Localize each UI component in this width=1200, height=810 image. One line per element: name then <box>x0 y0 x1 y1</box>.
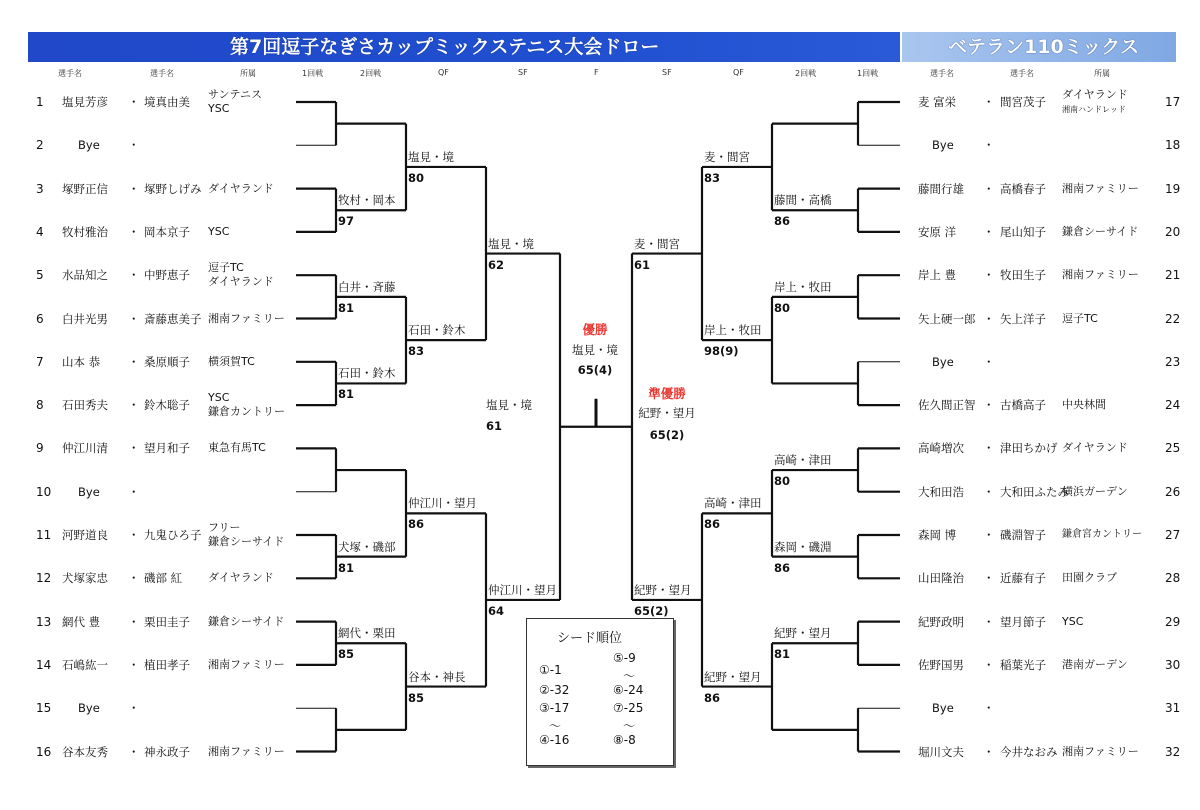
partner-name: 大和田ふたみ <box>1000 484 1069 499</box>
sf-winner-name: 紀野・望月 <box>634 582 692 597</box>
sf-winner-score: 65(2) <box>634 603 669 618</box>
runner-up-name: 紀野・望月 <box>638 406 696 420</box>
player-name: 岸上 豊 <box>918 268 957 283</box>
partner-name: 磯部 紅 <box>144 571 183 586</box>
seed-entry: ②-32 <box>539 683 570 697</box>
entry-number: 13 <box>36 614 52 629</box>
club-name: 湘南ファミリー <box>208 657 285 671</box>
player-name: 安原 洋 <box>918 224 957 239</box>
qf-winner-name: 紀野・望月 <box>704 669 762 684</box>
player-name: 石嶋紘一 <box>62 657 108 672</box>
runner-up-score: 65(2) <box>649 428 685 442</box>
qf-winner-score: 85 <box>408 690 425 705</box>
club-name: 湘南ハンドレッド <box>1062 105 1126 114</box>
header-sf-left: SF <box>518 68 528 77</box>
partner-name: 間宮茂子 <box>1000 95 1046 109</box>
r2-winner-name: 高崎・津田 <box>774 453 832 468</box>
name-separator: ・ <box>983 441 995 456</box>
seed-entry: ⑧-8 <box>613 733 636 747</box>
player-name: Bye <box>78 701 100 716</box>
player-name: Bye <box>78 138 100 153</box>
club-name: 田園クラブ <box>1062 571 1117 585</box>
partner-name: 鈴木聡子 <box>144 398 190 413</box>
r2-winner-name: 牧村・岡本 <box>338 193 396 208</box>
name-separator: ・ <box>128 224 140 239</box>
club-name: ダイヤランド <box>1062 88 1128 101</box>
header-qf-right: QF <box>733 68 744 77</box>
player-name: 森岡 博 <box>918 528 957 542</box>
partner-name: 塚野しげみ <box>144 181 202 196</box>
club-name: 港南ガーデン <box>1062 657 1128 671</box>
name-separator: ・ <box>983 398 995 413</box>
qf-winner-score: 80 <box>408 170 425 185</box>
partner-name: 栗田圭子 <box>144 614 190 629</box>
partner-name: 岡本京子 <box>144 224 190 239</box>
player-name: 犬塚家忠 <box>62 571 108 586</box>
entry-number: 29 <box>1165 614 1181 629</box>
name-separator: ・ <box>128 311 140 326</box>
name-separator: ・ <box>128 701 140 716</box>
partner-name: 磯淵智子 <box>1000 528 1046 542</box>
r2-winner-score: 97 <box>338 214 355 229</box>
final-left-name: 塩見・境 <box>486 397 532 412</box>
partner-name: 高橋春子 <box>1000 181 1046 196</box>
name-separator: ・ <box>128 744 140 759</box>
player-name: 塩見芳彦 <box>62 95 108 109</box>
club-name: サンテニス <box>208 88 263 101</box>
club-name: ダイヤランド <box>208 275 274 289</box>
entry-number: 8 <box>36 398 44 413</box>
club-name: YSC <box>208 102 230 115</box>
name-separator: ・ <box>983 181 995 196</box>
entry-number: 17 <box>1165 95 1181 109</box>
club-name: 湘南ファミリー <box>1062 181 1139 195</box>
qf-winner-score: 86 <box>408 517 425 532</box>
sf-winner-score: 64 <box>488 603 505 618</box>
name-separator: ・ <box>128 95 140 109</box>
r2-winner-name: 犬塚・磯部 <box>338 539 396 554</box>
club-name: 東急有馬TC <box>208 441 266 455</box>
player-name: 堀川文夫 <box>918 744 964 759</box>
name-separator: ・ <box>128 657 140 672</box>
name-separator: ・ <box>983 224 995 239</box>
entry-number: 5 <box>36 268 44 283</box>
qf-winner-name: 石田・鈴木 <box>408 323 466 338</box>
partner-name: 境真由美 <box>144 95 190 109</box>
qf-winner-name: 仲江川・望月 <box>408 496 477 511</box>
seed-entry: ～ <box>623 719 636 733</box>
header-r2-right: 2回戦 <box>795 69 817 78</box>
player-name: 紀野政明 <box>918 614 964 629</box>
club-name: 鎌倉シーサイド <box>1062 224 1139 238</box>
r2-winner-name: 森岡・磯淵 <box>774 539 832 554</box>
partner-name: 望月和子 <box>144 441 190 456</box>
partner-name: 九鬼ひろ子 <box>144 528 202 542</box>
entry-number: 9 <box>36 441 44 456</box>
entry-number: 26 <box>1165 484 1181 499</box>
r2-winner-score: 80 <box>774 474 791 489</box>
entry-number: 6 <box>36 311 44 326</box>
entry-number: 32 <box>1165 744 1181 759</box>
entry-number: 31 <box>1165 701 1181 716</box>
r2-winner-name: 紀野・望月 <box>774 626 832 641</box>
qf-winner-score: 98(9) <box>704 344 739 359</box>
r2-winner-score: 81 <box>338 387 355 402</box>
r2-winner-score: 86 <box>774 214 791 229</box>
header-r1-left: 1回戦 <box>302 69 324 78</box>
qf-winner-name: 麦・間宮 <box>704 149 750 164</box>
sf-winner-name: 仲江川・望月 <box>488 582 557 597</box>
partner-name: 稲葉光子 <box>1000 657 1046 672</box>
name-separator: ・ <box>983 484 995 499</box>
r2-winner-score: 81 <box>774 647 791 662</box>
r2-winner-name: 網代・栗田 <box>338 626 396 641</box>
header-player2-left: 選手名 <box>150 69 174 78</box>
seed-entry: ④-16 <box>539 733 570 747</box>
name-separator: ・ <box>983 571 995 586</box>
entry-number: 14 <box>36 657 52 672</box>
club-name: 湘南ファミリー <box>1062 268 1139 282</box>
player-name: 塚野正信 <box>62 181 108 196</box>
club-name: 鎌倉シーサイド <box>208 614 285 628</box>
name-separator: ・ <box>128 528 140 542</box>
entry-number: 1 <box>36 95 44 109</box>
player-name: 高崎増次 <box>918 441 964 456</box>
r2-winner-score: 86 <box>774 560 791 575</box>
player-name: 牧村雅治 <box>62 224 108 239</box>
entry-number: 12 <box>36 571 52 586</box>
name-separator: ・ <box>983 528 995 542</box>
header-club-right: 所属 <box>1094 69 1110 78</box>
entry-number: 24 <box>1165 398 1181 413</box>
partner-name: 神永政子 <box>144 744 190 759</box>
player-name: 山田隆治 <box>918 571 964 586</box>
entry-number: 15 <box>36 701 52 716</box>
name-separator: ・ <box>128 181 140 196</box>
club-name: ダイヤランド <box>208 571 274 585</box>
seed-entry: ⑤-9 <box>613 651 636 665</box>
player-name: 網代 豊 <box>62 614 101 629</box>
r2-winner-score: 81 <box>338 300 355 315</box>
player-name: 大和田浩 <box>918 484 964 499</box>
club-name: 鎌倉カントリー <box>208 405 285 419</box>
partner-name: 桑原順子 <box>144 354 190 369</box>
entry-number: 2 <box>36 138 44 153</box>
sf-winner-score: 61 <box>634 257 651 272</box>
club-name: ダイヤランド <box>1062 441 1128 455</box>
club-name: 湘南ファミリー <box>208 744 285 758</box>
club-name: ダイヤランド <box>208 181 274 195</box>
entry-number: 20 <box>1165 224 1181 239</box>
seed-entry: ①-1 <box>539 663 562 677</box>
club-name: フリー <box>208 521 241 534</box>
winner-label: 優勝 <box>582 322 608 337</box>
partner-name: 津田ちかげ <box>1000 441 1058 456</box>
player-name: 白井光男 <box>62 311 108 326</box>
entry-number: 10 <box>36 484 52 499</box>
header-final: F <box>594 68 599 77</box>
qf-winner-score: 86 <box>704 690 721 705</box>
qf-winner-name: 岸上・牧田 <box>704 323 762 338</box>
name-separator: ・ <box>983 268 995 283</box>
entry-number: 25 <box>1165 441 1181 456</box>
club-name: 横須賀TC <box>208 354 255 368</box>
entry-number: 28 <box>1165 571 1181 586</box>
name-separator: ・ <box>128 354 140 369</box>
partner-name: 牧田生子 <box>1000 268 1046 283</box>
header-player1-left: 選手名 <box>58 69 82 78</box>
player-name: 谷本友秀 <box>62 744 108 759</box>
seed-order-box <box>526 618 674 766</box>
partner-name: 今井なおみ <box>1000 744 1058 759</box>
player-name: Bye <box>932 354 954 369</box>
seed-entry: ～ <box>623 669 636 683</box>
sf-winner-name: 麦・間宮 <box>634 236 680 251</box>
club-name: 鎌倉シーサイド <box>208 535 285 548</box>
partner-name: 矢上洋子 <box>1000 311 1046 326</box>
partner-name: 近藤有子 <box>1000 571 1046 586</box>
entry-number: 22 <box>1165 311 1181 326</box>
winner-score: 65(4) <box>577 363 613 377</box>
seed-entry: ⑦-25 <box>613 701 644 715</box>
club-name: 鎌倉宮カントリー <box>1062 529 1142 540</box>
name-separator: ・ <box>128 138 140 153</box>
qf-winner-name: 谷本・神長 <box>408 669 466 684</box>
name-separator: ・ <box>128 398 140 413</box>
player-name: 矢上硬一郎 <box>918 311 976 326</box>
entry-number: 21 <box>1165 268 1181 283</box>
header-qf-left: QF <box>438 68 449 77</box>
club-name: 逗子TC <box>1062 311 1098 325</box>
name-separator: ・ <box>983 701 995 716</box>
qf-winner-score: 83 <box>408 344 425 359</box>
header-r1-right: 1回戦 <box>857 69 879 78</box>
player-name: 佐久間正智 <box>918 398 976 413</box>
partner-name: 望月節子 <box>1000 614 1046 629</box>
header-sf-right: SF <box>662 68 672 77</box>
r2-winner-score: 80 <box>774 300 791 315</box>
player-name: 佐野国男 <box>918 657 964 672</box>
partner-name: 古橋高子 <box>1000 398 1046 413</box>
club-name: 湘南ファミリー <box>1062 744 1139 758</box>
entry-number: 11 <box>36 528 52 542</box>
player-name: 山本 恭 <box>62 354 101 369</box>
entry-number: 16 <box>36 744 52 759</box>
r2-winner-name: 白井・斉藤 <box>338 279 396 294</box>
player-name: 藤間行雄 <box>918 181 964 196</box>
header-player1-right: 選手名 <box>930 69 954 78</box>
entry-number: 23 <box>1165 354 1181 369</box>
seed-entry: ～ <box>549 719 562 733</box>
qf-winner-name: 高崎・津田 <box>704 496 762 511</box>
r2-winner-score: 85 <box>338 647 355 662</box>
qf-winner-score: 86 <box>704 517 721 532</box>
header-club-left: 所属 <box>240 69 256 78</box>
name-separator: ・ <box>128 484 140 499</box>
player-name: Bye <box>932 138 954 153</box>
entry-number: 4 <box>36 224 44 239</box>
name-separator: ・ <box>128 441 140 456</box>
r2-winner-score: 81 <box>338 560 355 575</box>
club-name: YSC <box>208 391 230 405</box>
club-name: YSC <box>208 224 230 238</box>
player-name: Bye <box>932 701 954 716</box>
entry-number: 3 <box>36 181 44 196</box>
entry-number: 18 <box>1165 138 1181 153</box>
player-name: 石田秀夫 <box>62 398 108 413</box>
name-separator: ・ <box>128 268 140 283</box>
sf-winner-score: 62 <box>488 257 505 272</box>
page-title: 第7回逗子なぎさカップミックステニス大会ドロー <box>230 36 660 58</box>
name-separator: ・ <box>983 138 995 153</box>
club-name: 湘南ファミリー <box>208 311 285 325</box>
name-separator: ・ <box>983 657 995 672</box>
partner-name: 中野恵子 <box>144 268 190 283</box>
header-player2-right: 選手名 <box>1010 69 1034 78</box>
sf-winner-name: 塩見・境 <box>488 236 534 251</box>
club-name: 逗子TC <box>208 261 244 275</box>
r2-winner-name: 岸上・牧田 <box>774 279 832 294</box>
name-separator: ・ <box>983 95 995 109</box>
entry-number: 7 <box>36 354 44 369</box>
runner-up-label: 準優勝 <box>648 386 686 401</box>
final-left-score: 61 <box>486 418 503 433</box>
name-separator: ・ <box>983 744 995 759</box>
seed-title: シード順位 <box>557 631 623 646</box>
partner-name: 尾山知子 <box>1000 224 1046 239</box>
seed-entry: ⑥-24 <box>613 683 644 697</box>
r2-winner-name: 藤間・高橋 <box>774 193 832 208</box>
player-name: 麦 富栄 <box>918 95 957 109</box>
header-r2-left: 2回戦 <box>360 69 382 78</box>
qf-winner-name: 塩見・境 <box>408 149 454 164</box>
category-title: ベテラン110ミックス <box>948 36 1140 58</box>
player-name: 河野道良 <box>62 528 108 542</box>
entry-number: 30 <box>1165 657 1181 672</box>
r2-winner-name: 石田・鈴木 <box>338 366 396 381</box>
partner-name: 斎藤恵美子 <box>144 311 202 326</box>
club-name: YSC <box>1062 614 1084 628</box>
player-name: Bye <box>78 484 100 499</box>
seed-entry: ③-17 <box>539 701 570 715</box>
entry-number: 27 <box>1165 528 1181 542</box>
player-name: 仲江川清 <box>62 441 108 456</box>
qf-winner-score: 83 <box>704 170 721 185</box>
partner-name: 植田孝子 <box>144 657 190 672</box>
name-separator: ・ <box>983 354 995 369</box>
club-name: 横浜ガーデン <box>1062 484 1128 498</box>
name-separator: ・ <box>983 614 995 629</box>
name-separator: ・ <box>128 571 140 586</box>
name-separator: ・ <box>128 614 140 629</box>
entry-number: 19 <box>1165 181 1181 196</box>
winner-name: 塩見・境 <box>572 343 618 357</box>
player-name: 水品知之 <box>62 268 108 283</box>
name-separator: ・ <box>983 311 995 326</box>
club-name: 中央林間 <box>1062 398 1106 412</box>
